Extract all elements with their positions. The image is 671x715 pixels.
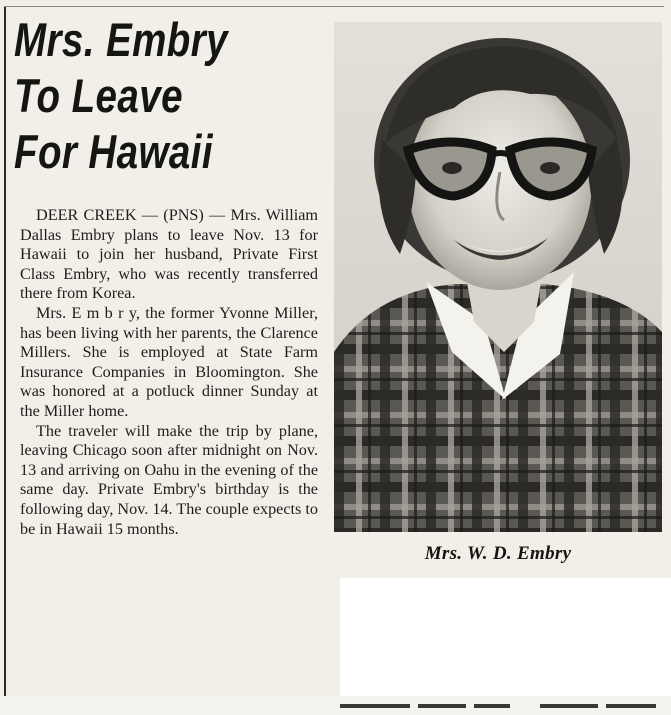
headline-line-3: For Hawaii [14, 125, 213, 178]
photo-caption: Mrs. W. D. Embry [334, 534, 662, 574]
text-fragment [474, 704, 510, 708]
torn-edge-strip [0, 696, 671, 715]
top-rule [4, 6, 664, 7]
text-fragment [418, 704, 466, 708]
paragraph-1: DEER CREEK — (PNS) — Mrs. William Dallas Embry plans to leave Nov. 13 for Hawaii to join her husband, Private First Class Embry, who was recently transferred there from Korea. [20, 206, 318, 303]
headline-line-2: To Leave [14, 69, 183, 122]
paragraph-2: Mrs. E m b r y, the former Yvonne Miller, has been living with her parents, the Clarence Millers. She is employed at State Farm Insurance Companies in Bloomington. She was honored at a potluck dinner Sunday at the Miller home. [20, 303, 318, 420]
paragraph-3: The traveler will make the trip by plane, leaving Chicago soon after midnight on Nov. 13 and arriving on Oahu in the evening of the same day. Private Embry's birthday is the following day, Nov. 14. The couple expects to be in Hawaii 15 months. [20, 421, 318, 538]
text-fragment [540, 704, 598, 708]
article-body [20, 206, 318, 539]
headline-line-1: Mrs. Embry [14, 13, 229, 66]
text-fragment [340, 704, 410, 708]
column-rule [4, 6, 6, 696]
text-fragment [606, 704, 656, 708]
blank-area [340, 578, 671, 698]
portrait-photo [334, 22, 662, 532]
portrait-illustration [334, 22, 662, 532]
headline [14, 12, 268, 180]
